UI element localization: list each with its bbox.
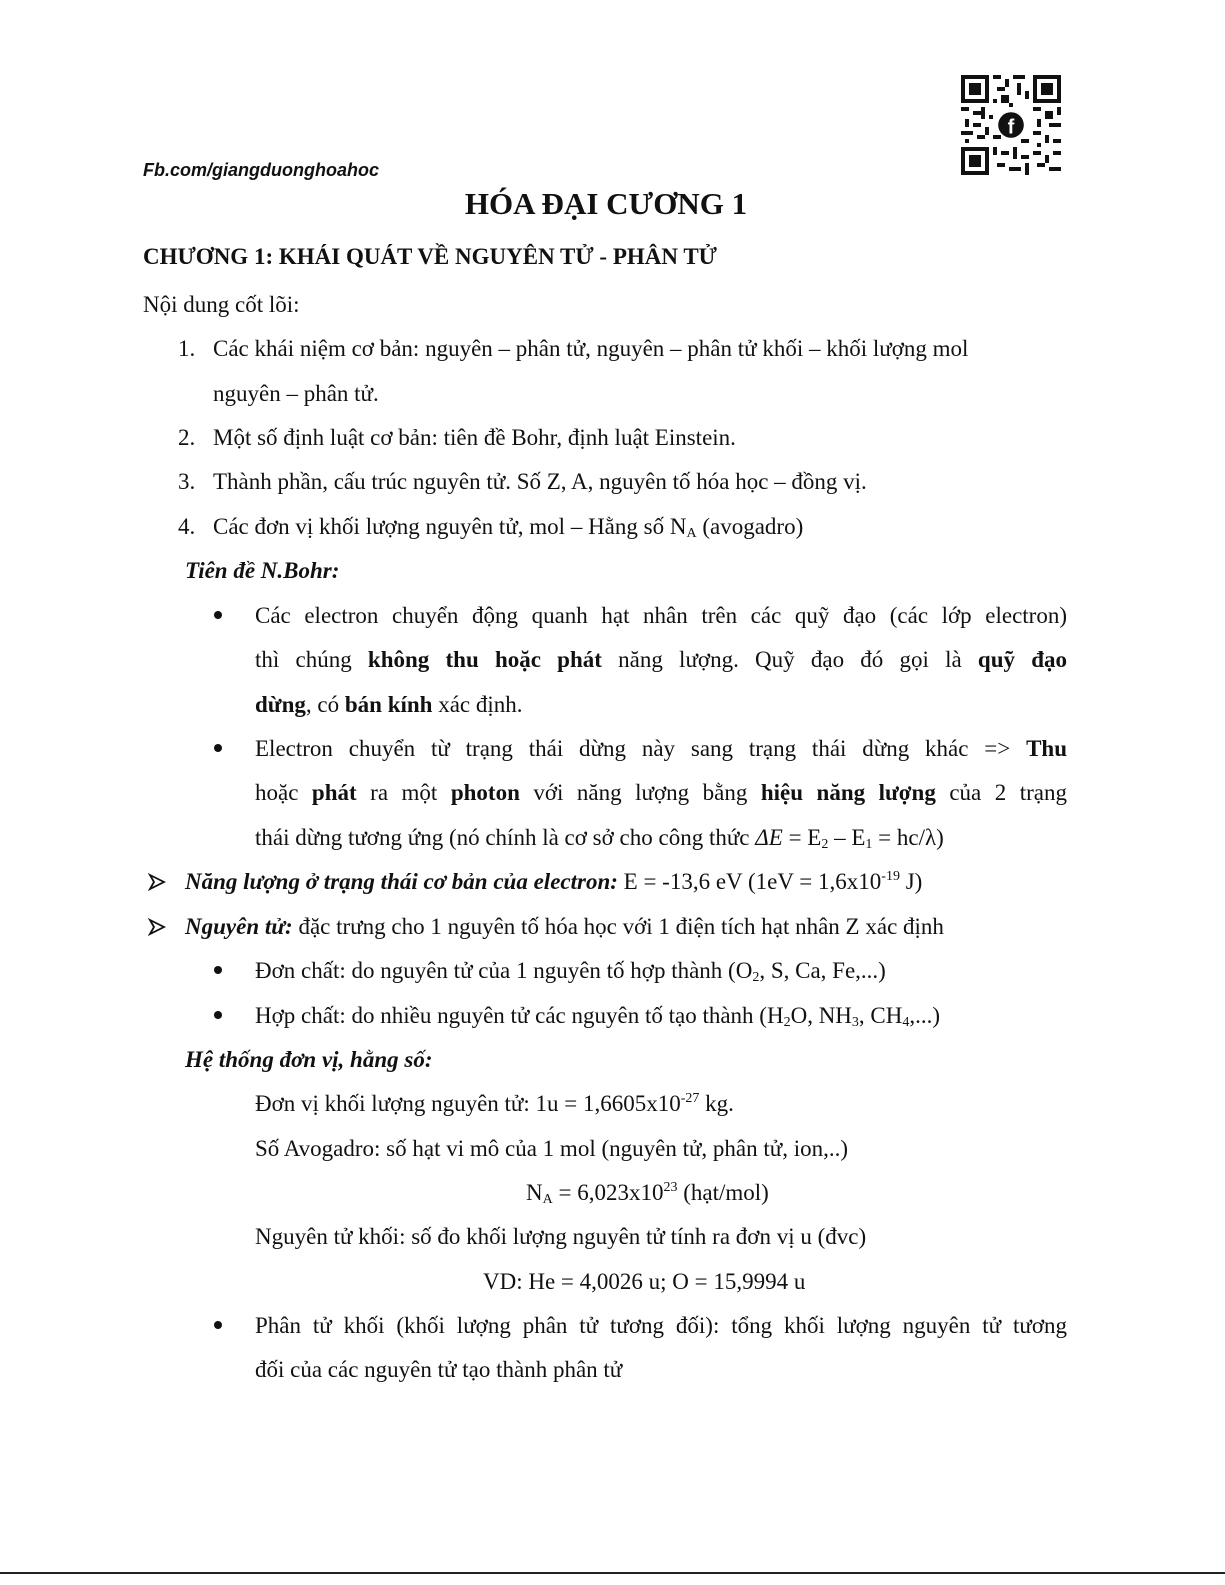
arrow-bullet-icon — [148, 873, 166, 891]
bohr-bullet-1-line1: Các electron chuyển động quanh hạt nhân trên các quỹ đạo (các lớp electron) — [255, 603, 1067, 628]
superscript: -27 — [680, 1091, 700, 1106]
text: = 6,023x10 — [552, 1180, 664, 1205]
bohr-heading: Tiên đề N.Bohr: — [185, 558, 340, 583]
atom-label: Nguyên tử: — [185, 914, 293, 939]
text: = hc/λ) — [872, 825, 944, 850]
text: O, NH — [790, 1003, 852, 1028]
molecular-mass-line2: đối của các nguyên tử tạo thành phân tử — [255, 1357, 623, 1382]
page-divider — [0, 1572, 1225, 1574]
simple-substance-line — [255, 954, 886, 988]
list-number: 4. — [178, 514, 196, 539]
bold-text: phát — [311, 780, 357, 805]
subscript: 4 — [902, 1015, 910, 1030]
arrow-bullet-icon — [148, 918, 166, 936]
bold-text: Thu — [1026, 736, 1067, 761]
subscript: A — [542, 1192, 553, 1207]
superscript: 23 — [663, 1180, 678, 1195]
text: Electron chuyển từ trạng thái dừng này sang trạng thái dừng khác => — [255, 736, 1011, 761]
energy-label: Năng lượng ở trạng thái cơ bản của electron: — [185, 869, 618, 894]
list-item — [213, 510, 803, 544]
text: Đơn vị khối lượng nguyên tử: 1u = 1,6605x10 — [255, 1091, 681, 1116]
bullet-icon — [214, 1321, 222, 1329]
text: – E — [828, 825, 866, 850]
bullet-icon — [214, 744, 222, 752]
text: J) — [899, 869, 923, 894]
subscript: 3 — [851, 1015, 859, 1030]
text: ,...) — [909, 1003, 941, 1028]
text: thái dừng tương ứng (nó chính là cơ sở cho công thức — [255, 825, 756, 850]
bold-text: hiệu năng lượng — [760, 780, 936, 805]
bohr-bullet-2-line1 — [255, 732, 1067, 766]
bullet-icon — [214, 1011, 222, 1019]
text: Các đơn vị khối lượng nguyên tử, mol – Hằng số N — [213, 514, 687, 539]
list-number: 1. — [178, 336, 196, 361]
superscript: -19 — [881, 869, 900, 884]
text: (hạt/mol) — [677, 1180, 769, 1205]
bold-text: quỹ đạo — [977, 647, 1068, 672]
text: kg. — [699, 1091, 734, 1116]
energy-line — [185, 865, 922, 899]
text: , CH — [858, 1003, 903, 1028]
bold-text: photon — [450, 780, 520, 805]
document-title: HÓA ĐẠI CƯƠNG 1 — [464, 186, 748, 221]
bold-text: không thu hoặc phát — [367, 647, 602, 672]
text: E = -13,6 eV (1eV = 1,6x10 — [617, 869, 882, 894]
list-item: Thành phần, cấu trúc nguyên tử. Số Z, A, nguyên tố hóa học – đồng vị. — [213, 469, 867, 494]
bohr-bullet-1-line3 — [255, 688, 523, 722]
text: hoặc — [255, 780, 299, 805]
amu-line — [255, 1087, 734, 1121]
text: ra một — [370, 780, 438, 805]
list-item: Một số định luật cơ bản: tiên đề Bohr, định luật Einstein. — [213, 425, 736, 450]
list-item-continued: nguyên – phân tử. — [213, 381, 379, 406]
bold-text: dừng — [255, 692, 306, 717]
text: Hợp chất: do nhiều nguyên tử các nguyên tố tạo thành (H — [255, 1003, 784, 1028]
atomic-mass-line: Nguyên tử khối: số đo khối lượng nguyên tử tính ra đơn vị u (đvc) — [255, 1224, 867, 1249]
text: N — [526, 1180, 543, 1205]
text: xác định. — [432, 692, 523, 717]
text: của 2 trạng — [949, 780, 1068, 805]
avogadro-line: Số Avogadro: số hạt vi mô của 1 mol (nguyên tử, phân tử, ion,..) — [255, 1136, 849, 1161]
chapter-heading: CHƯƠNG 1: KHÁI QUÁT VỀ NGUYÊN TỬ - PHÂN TỬ — [143, 244, 717, 269]
molecular-mass-line1: Phân tử khối (khối lượng phân tử tương đối): tổng khối lượng nguyên tử tương — [255, 1313, 1067, 1338]
text: năng lượng. Quỹ đạo đó gọi là — [618, 647, 962, 672]
example-line: VD: He = 4,0026 u; O = 15,9994 u — [483, 1269, 806, 1294]
atom-line — [185, 910, 944, 944]
text: với năng lượng bằng — [533, 780, 748, 805]
bohr-bullet-2-line3 — [255, 821, 944, 855]
text: đặc trưng cho 1 nguyên tố hóa học với 1 điện tích hạt nhân Z xác định — [292, 914, 944, 939]
subscript: A — [686, 526, 697, 541]
bohr-bullet-2-line2 — [255, 776, 1067, 810]
text: Đơn chất: do nguyên tử của 1 nguyên tố hợp thành (O — [255, 958, 753, 983]
list-number: 3. — [178, 469, 196, 494]
bohr-bullet-1-line2 — [255, 643, 1067, 677]
units-heading: Hệ thống đơn vị, hằng số: — [185, 1047, 433, 1072]
text: , có — [305, 692, 340, 717]
subscript: 2 — [821, 837, 829, 852]
text: (avogadro) — [696, 514, 804, 539]
text: , S, Ca, Fe,...) — [759, 958, 886, 983]
bold-text: bán kính — [344, 692, 433, 717]
bullet-icon — [214, 966, 222, 974]
list-number: 2. — [178, 425, 196, 450]
text: thì chúng — [255, 647, 352, 672]
avogadro-constant — [526, 1176, 769, 1210]
qr-code-icon — [961, 75, 1061, 175]
facebook-link[interactable]: Fb.com/giangduonghoahoc — [143, 160, 379, 180]
bullet-icon — [214, 611, 222, 619]
subscript: 2 — [783, 1015, 791, 1030]
subscript: 1 — [865, 837, 873, 852]
list-item: Các khái niệm cơ bản: nguyên – phân tử, nguyên – phân tử khối – khối lượng mol — [213, 336, 969, 361]
intro-text: Nội dung cốt lõi: — [143, 292, 300, 317]
text: = E — [782, 825, 822, 850]
formula-delta-e: ΔE — [755, 825, 783, 850]
svg-text:f: f — [1007, 116, 1015, 139]
subscript: 2 — [752, 970, 760, 985]
compound-line — [255, 999, 940, 1033]
